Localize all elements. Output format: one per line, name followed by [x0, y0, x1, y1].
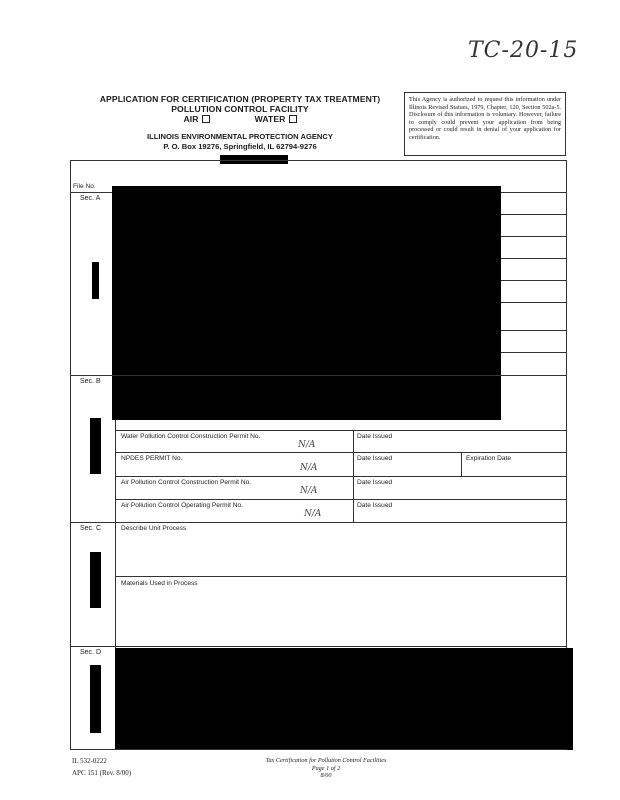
sec-a-row4: [500, 280, 566, 281]
air-water-options: [92, 114, 388, 124]
sec-b-label: Sec. B: [80, 378, 101, 385]
sec-d-label: Sec. D: [80, 649, 102, 656]
sec-b-side-redaction: [90, 418, 101, 474]
permit-row2-top: [115, 452, 566, 453]
date-issued-label-4: Date Issued: [357, 502, 393, 509]
materials-row-top: [115, 576, 566, 577]
permit-value-2: N/A: [300, 463, 318, 473]
page-number: Page 1 of 2: [311, 764, 341, 772]
permit-label-4: Air Pollution Control Operating Permit No.: [121, 502, 244, 509]
footer-date: 8/00: [320, 772, 332, 780]
permit-row1-top: [115, 430, 566, 431]
sec-a-redaction: [112, 186, 501, 376]
permit-label-3: Air Pollution Control Construction Permit No.: [121, 479, 252, 486]
footer-title: Tax Certification for Pollution Control Facilities: [265, 757, 387, 764]
date-issued-label-3: Date Issued: [357, 479, 393, 486]
form-bottom-border: [70, 749, 567, 750]
permit-value-1: N/A: [298, 440, 316, 450]
sec-a-label: Sec. A: [80, 195, 101, 202]
sec-a-row6: [500, 330, 566, 331]
notice-box: This Agency is authorized to request this information under Illinois Revised Statues, 1979, Chapter, 120, Section 502a-5. Disclosure of this information is voluntary. However, failure to comply could prevent your application from being processed or could result in denial of your application for certification.: [404, 92, 566, 156]
describe-unit-process-label: Describe Unit Process: [121, 525, 187, 532]
agency-address: P. O. Box 19276, Springfield, IL 62794-9276: [163, 142, 317, 151]
permit-row4-top: [115, 499, 566, 500]
form-number: IL 532-0222: [72, 757, 107, 765]
sec-d-redaction: [115, 648, 573, 750]
sec-a-row2: [500, 236, 566, 237]
permit-exp-divider: [461, 452, 462, 476]
permit-value-3: N/A: [300, 486, 318, 496]
sec-a-side-redaction: [92, 262, 99, 299]
agency-block: [112, 132, 368, 152]
sec-c-bottom-border: [70, 646, 567, 647]
date-issued-label-2: Date Issued: [357, 455, 393, 462]
sec-b-bottom-border: [70, 522, 567, 523]
permit-date-divider: [353, 430, 354, 522]
sec-a-row5: [500, 302, 566, 303]
sec-a-row1: [500, 214, 566, 215]
permit-row3-top: [115, 476, 566, 477]
materials-used-label: Materials Used in Process: [121, 580, 198, 587]
file-no-label: File No.: [73, 183, 96, 190]
permit-label-2: NPDES PERMIT No.: [121, 455, 183, 462]
form-title: [92, 94, 388, 124]
apc-revision: APC 151 (Rev. 8/00): [72, 769, 132, 777]
sec-c-label: Sec. C: [80, 525, 102, 532]
sec-b-redaction: [112, 376, 501, 420]
form-title-line1: APPLICATION FOR CERTIFICATION (PROPERTY TAX TREATMENT): [99, 94, 381, 104]
water-label: WATER: [254, 114, 286, 124]
permit-value-4: N/A: [304, 509, 322, 519]
date-issued-label-1: Date Issued: [357, 433, 393, 440]
form-title-line2: POLLUTION CONTROL FACILITY: [171, 104, 309, 114]
form-left-border: [70, 160, 71, 750]
sec-c-side-redaction: [90, 552, 101, 608]
footer-center: [226, 757, 426, 780]
air-checkbox[interactable]: [202, 115, 210, 123]
sec-d-side-redaction: [90, 665, 101, 733]
permit-label-1: Water Pollution Control Construction Permit No.: [121, 433, 261, 440]
sec-a-row7: [500, 352, 566, 353]
footer-form-number: [72, 757, 131, 778]
form-top-border: [70, 160, 567, 161]
expiration-date-label: Expiration Date: [466, 455, 512, 462]
air-label: AIR: [183, 114, 199, 124]
sec-a-row3: [500, 258, 566, 259]
handwritten-tag: TC-20-15: [468, 38, 579, 63]
water-checkbox[interactable]: [289, 115, 297, 123]
agency-name: ILLINOIS ENVIRONMENTAL PROTECTION AGENCY: [147, 132, 333, 141]
